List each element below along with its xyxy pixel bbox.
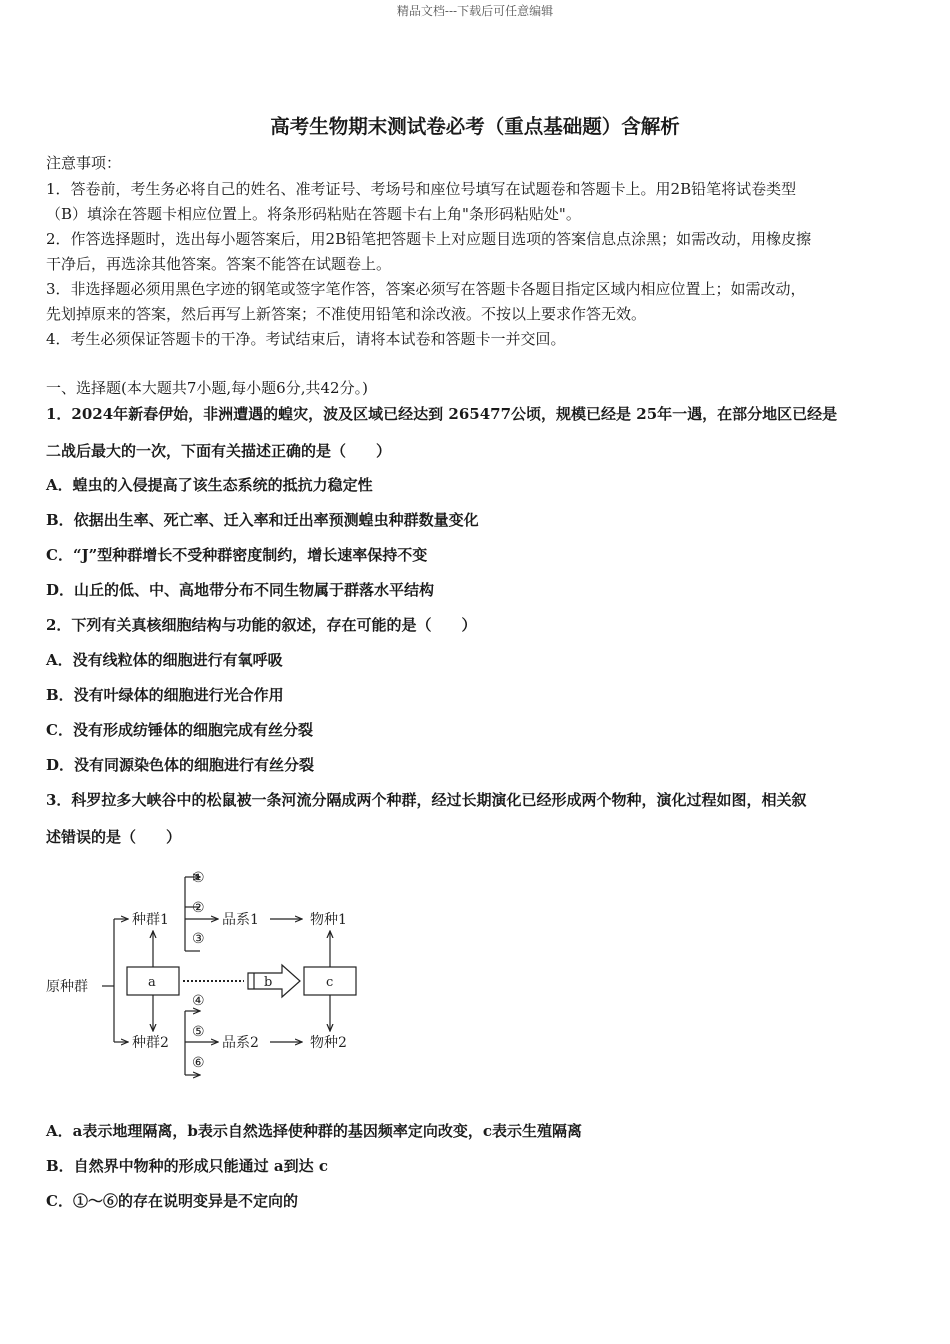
population2-label: 种群2: [132, 1035, 169, 1051]
origin-population-label: 原种群: [46, 979, 88, 995]
notice-line: 3．非选择题必须用黑色字迹的钢笔或签字笔作答，答案必须写在答题卡各题目指定区域内相应位置上；如需改动，: [46, 280, 806, 298]
q3-option-b: B．自然界中物种的形成只能通过 a到达 c: [46, 1157, 328, 1175]
notice-line: 1．答卷前，考生务必将自己的姓名、准考证号、考场号和座位号填写在试题卷和答题卡上。用2B铅笔将试卷类型: [46, 180, 797, 198]
speciation-diagram: [40, 855, 370, 1085]
strain1-label: 品系1: [222, 912, 259, 928]
strain2-label: 品系2: [222, 1035, 259, 1051]
q2-option-c: C．没有形成纺锤体的细胞完成有丝分裂: [46, 721, 313, 739]
q1-option-b: B．依据出生率、死亡率、迁入率和迁出率预测蝗虫种群数量变化: [46, 511, 479, 529]
q2-stem: 2．下列有关真核细胞结构与功能的叙述，存在可能的是（ ）: [46, 616, 477, 634]
species1-label: 物种1: [310, 912, 347, 928]
box-a-label: a: [148, 975, 156, 990]
q2-option-a: A．没有线粒体的细胞进行有氧呼吸: [46, 651, 283, 669]
species2-label: 物种2: [310, 1035, 347, 1051]
q3-stem-cont: 述错误的是（ ）: [46, 828, 182, 846]
marker-6: ⑥: [192, 1055, 205, 1071]
page-title: 高考生物期末测试卷必考（重点基础题）含解析: [270, 115, 680, 138]
marker-2: ②: [192, 900, 205, 916]
q1-option-a: A．蝗虫的入侵提高了该生态系统的抵抗力稳定性: [46, 476, 373, 494]
notice-heading: 注意事项：: [46, 154, 122, 172]
q3-stem: 3．科罗拉多大峡谷中的松鼠被一条河流分隔成两个种群，经过长期演化已经形成两个物种，演化过程如图，相关叙: [46, 791, 807, 809]
box-b-label: b: [264, 975, 273, 990]
box-c-label: c: [326, 975, 334, 990]
q1-option-d: D．山丘的低、中、高地带分布不同生物属于群落水平结构: [46, 581, 435, 599]
marker-5: ⑤: [192, 1024, 205, 1040]
q1-option-c: C．“J”型种群增长不受种群密度制约，增长速率保持不变: [46, 546, 428, 564]
notice-line: （B）填涂在答题卡相应位置上。将条形码粘贴在答题卡右上角"条形码粘贴处"。: [46, 205, 581, 223]
notice-line: 4．考生必须保证答题卡的干净。考试结束后，请将本试卷和答题卡一并交回。: [46, 330, 566, 348]
q3-option-a: A．a表示地理隔离，b表示自然选择使种群的基因频率定向改变，c表示生殖隔离: [46, 1122, 582, 1140]
marker-1: ①: [192, 870, 205, 886]
q1-stem: 1．2024年新春伊始，非洲遭遇的蝗灾，波及区域已经达到 265477公顷，规模已经是 25年一遇，在部分地区已经是: [46, 405, 838, 423]
notice-line: 干净后，再选涂其他答案。答案不能答在试题卷上。: [46, 255, 392, 273]
notice-line: 先划掉原来的答案，然后再写上新答案；不准使用铅笔和涂改液。不按以上要求作答无效。: [46, 305, 647, 323]
q2-option-b: B．没有叶绿体的细胞进行光合作用: [46, 686, 284, 704]
marker-3: ③: [192, 931, 205, 947]
q3-option-c: C．①～⑥的存在说明变异是不定向的: [46, 1192, 298, 1210]
page-header: 精品文档---下载后可任意编辑: [396, 4, 554, 18]
population1-label: 种群1: [132, 912, 169, 928]
section-heading: 一、选择题(本大题共7小题,每小题6分,共42分。): [46, 379, 368, 397]
notice-line: 2．作答选择题时，选出每小题答案后，用2B铅笔把答题卡上对应题目选项的答案信息点涂黑；如需改动，用橡皮擦: [46, 230, 812, 248]
q2-option-d: D．没有同源染色体的细胞进行有丝分裂: [46, 756, 315, 774]
marker-4: ④: [192, 993, 205, 1009]
q1-stem-cont: 二战后最大的一次，下面有关描述正确的是（ ）: [46, 442, 392, 460]
